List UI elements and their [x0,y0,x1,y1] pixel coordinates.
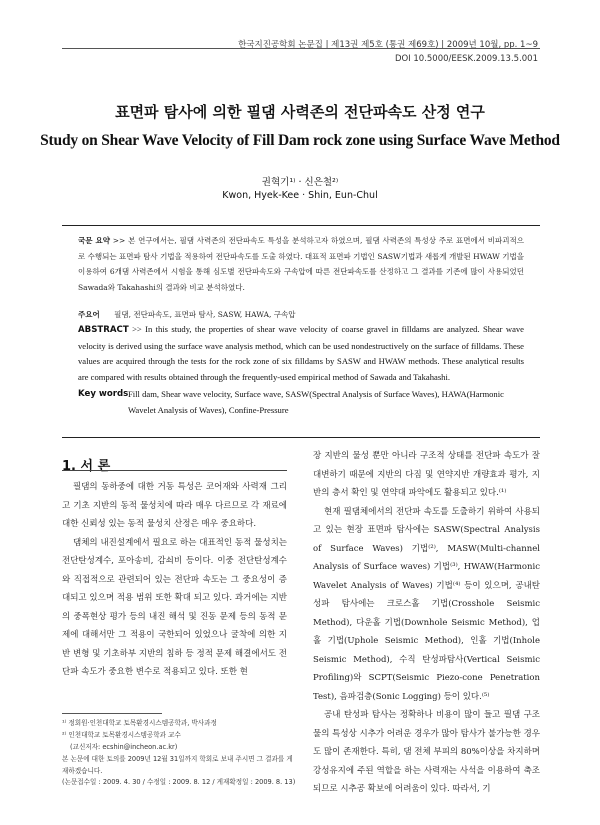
section-heading-rule [62,470,287,471]
body-paragraph: 현재 필댐체에서의 전단파 속도를 도출하기 위하여 사용되고 있는 현장 표면파 탐사에는 SASW(Spectral Analysis of Surface Waves) 기법⁽²⁾, MASW(Multi-channel Analysis of Surface waves) 기법⁽³⁾, HWAW(Harmonic Wavelet Analysis of Waves) 기법⁽⁴⁾ 등이 있으며, 공내탄성파 탐사에는 크로스홀 기법(Crosshole Seismic Method), 다운홀 기법(Downhole Seismic Method), 업홀 기법(Uphole Seismic Method), 인홀 기법(Inhole Seismic Method), 수직 탄성파탐사(Vertical Seismic Profiling)와 SCPT(Seismic Piezo-cone Penetration Test), 음파검층(Sonic Logging) 등이 있다.⁽⁵⁾ [313,506,540,702]
keywords-korean-label: 주요어 [78,310,100,319]
abstract-english-label: ABSTRACT [78,325,129,335]
footnote: (교신저자: ecshin@incheon.ac.kr) [70,743,178,751]
left-column [62,478,287,682]
footnote-rule [62,713,162,714]
abstract-korean-label: 국문 요약 [78,236,110,245]
right-column [313,447,540,799]
footnote: ¹⁾ 정회원·인천대학교 토목환경시스템공학과, 박사과정 [62,719,217,727]
authors-english: Kwon, Hyek-Kee · Shin, Eun-Chul [222,190,378,201]
authors-korean: 권혁기¹⁾ · 신은철²⁾ [261,177,339,188]
body-paragraph: 공내 탄성파 탐사는 정확하나 비용이 많이 들고 필댐 구조물의 특성상 시추가 어려운 경우가 많아 탐사가 불가능한 경우도 많이 존재한다. 특히, 댐 전체 부피의 80%이상을 차지하며 강성유지에 주된 역할을 하는 사력재는 사석을 이용하여 축조되므로 시추공 확보에 어려움이 있다. 따라서, 기 [313,710,540,794]
keywords-korean-text: 필댐, 전단파속도, 표면파 탐사, SASW, HAWA, 구속압 [114,310,296,319]
abstract-english-text: >> In this study, the properties of shear wave velocity of coarse gravel in filldams are analyzed. Shear wave velocity is derived using the surface wave analysis method, which can be used nondestructively on the surface of filldams. These values are acquired through the tests for the rock zone of six filldams by SASW and HWAW methods. These analytical results are compared with results obtained through the frequently-used empirical method of Sawada and Takahashi. [78,324,525,382]
abstract-top-rule [62,225,540,226]
body-paragraph: 댐체의 내진설계에서 필요로 하는 대표적인 동적 물성치는 전단탄성계수, 포아송비, 감쇠비 등이다. 이중 전단탄성계수와 직접적으로 관련되어 있는 전단파 속도는 그 중요성이 증대되고 있으며 적용 범위 또한 확대 되고 있다. 과거에는 지반의 중폭현상 평가 등의 내진 해석 및 진동 문제 등의 동적 문제에 대해서만 그 적용이 국한되어 있었으나 굴착에 의한 지반 변형 및 기초하부 지반의 침하 등 정적 문제 해결에서도 전단파 속도가 중요한 변수로 적용되고 있다. 또한 현 [62,537,287,677]
abstract-korean-text: >> 본 연구에서는, 필댐 사력존의 전단파속도 특성을 분석하고자 하였으며, 필댐 사력존의 특성상 주로 표면에서 비파괴적으로 수행되는 표면파 탐사 기법을 적용하여 전단파속도를 도출 하였다. 대표적 표면파 기법인 SASW기법과 새롭게 개발된 HWAW 기법을 이용하여 6개댐 사력존에서 시험을 통해 심도별 전단파속도와 구속압에 따른 전단파속도를 산정하고 그 결과를 기존에 많이 사용되었던 Sawada와 Takahashi의 결과와 비교 분석하였다. [78,236,524,293]
abstract-english [78,322,524,385]
keywords-korean [78,309,524,320]
journal-header: 한국지진공학회 논문집 | 제13권 제5호 (통권 제69호) | 2009년 10월, pp. 1~9 [238,40,538,50]
header-rule [62,48,540,49]
footnote: ²⁾ 인천대학교 토목환경시스템공학과 교수 [62,731,181,739]
body-paragraph: 필댐의 동하중에 대한 거동 특성은 코어재와 사력재 그리고 기초 지반의 동적 물성치에 따라 매우 다르므로 각 재료에 대한 신뢰성 있는 동적 물성치 산정은 매우 중요하다. [62,482,287,529]
footnote: (논문접수일 : 2009. 4. 30 / 수정일 : 2009. 8. 12 / 게재확정일 : 2009. 8. 13) [62,778,296,786]
doi-line: DOI 10.5000/EESK.2009.13.5.001 [394,54,538,64]
body-paragraph: 장 지반의 물성 뿐만 아니라 구조적 상태를 전단파 속도가 잘 대변하기 때문에 지반의 다짐 및 연약지반 개량효과 평가, 지반의 층서 확인 및 연약대 파악에도 활용되고 있다.⁽¹⁾ [313,451,540,498]
abstract-korean [78,233,524,296]
keywords-english-label: Key words [78,389,129,399]
section-heading: 1. 서 론 [62,459,111,474]
footnote: 본 논문에 대한 토의를 2009년 12월 31일까지 학회로 보내 주시면 그 결과를 게재하겠습니다. [62,755,293,775]
keywords-english-text: Fill dam, Shear wave velocity, Surface wave, SASW(Spectral Analysis of Surface Waves), HAWA(Harmonic Wavelet Analysis of Waves), Confine-Pressure [128,389,504,415]
title-english: Study on Shear Wave Velocity of Fill Dam rock zone using Surface Wave Method [40,132,560,149]
title-korean: 표면파 탐사에 의한 필댐 사력존의 전단파속도 산정 연구 [115,103,485,121]
abstract-bottom-rule [62,437,540,438]
